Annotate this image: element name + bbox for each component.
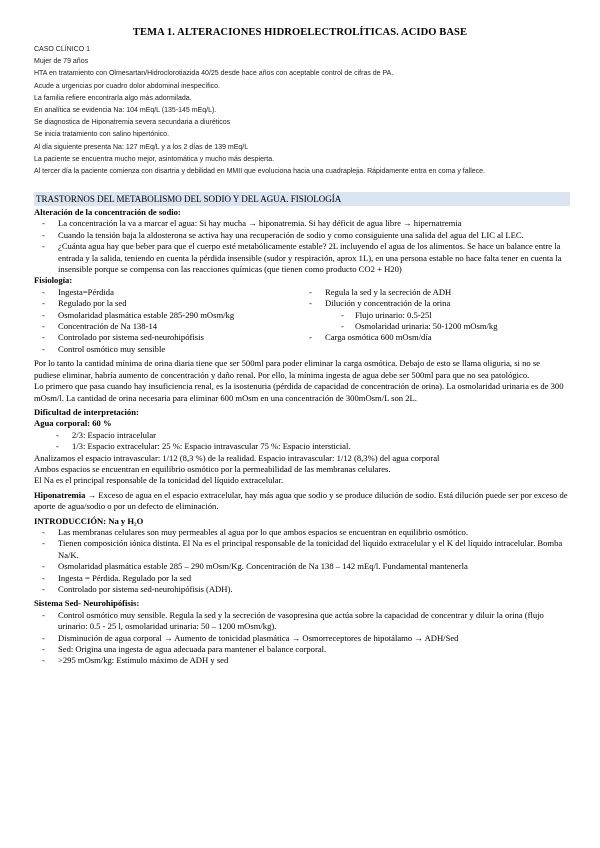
- case-line: La paciente se encuentra mucho mejor, asintomática y mucho más despierta.: [34, 155, 275, 163]
- list-item: - Controlado por sistema sed-neurohipófisis (ADH).: [34, 584, 568, 595]
- hiponatremia-paragraph: [34, 490, 568, 513]
- list-item: - Control osmótico muy sensible: [34, 344, 301, 355]
- fisiologia-sublist: [301, 310, 568, 333]
- list-item: - Osmolaridad urinaria: 50-1200 mOsm/kg: [341, 321, 568, 332]
- case-line: Al tercer día la paciente comienza con disartria y debilidad en MMII que evoluciona hacia una cuadraplejia. Rápidamente entra en coma y fallece.: [34, 167, 485, 175]
- paragraph: Por lo tanto la cantidad mínima de orina diaria tiene que ser 500ml para poder eliminar la carga osmótica. Debajo de esto se llama oliguria, si no se pudiese eliminar, habría aumento de concentración y daño renal. Por ello, la mínima ingesta de agua debe ser 500ml para que no sea patológico.: [34, 358, 540, 380]
- list-item: - Carga osmótica 600 mOsm/día: [301, 332, 568, 343]
- list-item: - Flujo urinario: 0.5-25l: [341, 310, 568, 321]
- hiponatremia-text: → Exceso de agua en el espacio extracelular, hay más agua que sodio y se produce dilución de sodio. Está dilución puede ser por exceso de aporte de agua/sodio o por un defecto de eliminación.: [34, 489, 568, 512]
- document-body: [34, 207, 568, 667]
- alteracion-heading: Alteración de la concentración de sodio:: [34, 207, 181, 217]
- list-item: - La concentración la va a marcar el agua: Si hay mucha → hiponatremia. Si hay déficit de agua libre → hipernatremia: [34, 218, 568, 229]
- list-item: - Sed: Origina una ingesta de agua adecuada para mantener el balance corporal.: [34, 644, 568, 655]
- section-heading: TRASTORNOS DEL METABOLISMO DEL SODIO Y DEL AGUA. FISIOLOGÍA: [34, 192, 570, 206]
- intro-heading: INTRODUCCIÓN: Na y H₂O: [34, 515, 144, 526]
- case-line: Al día siguiente presenta Na: 127 mEq/L y a los 2 días de 139 mEq/L: [34, 143, 249, 151]
- case-line: En analítica se evidencia Na: 104 mEq/L (135-145 mEq/L).: [34, 106, 217, 114]
- list-item: - Dilución y concentración de la orina: [301, 298, 568, 309]
- sistema-heading: Sistema Sed- Neurohipófisis:: [34, 598, 140, 609]
- fisiologia-columns: [34, 287, 568, 355]
- list-item: - Ingesta = Pérdida. Regulado por la sed: [34, 573, 568, 584]
- sistema-list: [34, 610, 568, 667]
- alteracion-list: [34, 218, 568, 275]
- list-item: - Disminución de agua corporal → Aumento de tonicidad plasmática → Osmorreceptores de hipotálamo → ADH/Sed: [34, 633, 568, 644]
- clinical-case: [34, 44, 574, 178]
- fisiologia-heading: Fisiología:: [34, 275, 73, 286]
- case-line: Se inicia tratamiento con salino hipertónico.: [34, 131, 170, 139]
- list-item: - Regula la sed y la secreción de ADH: [301, 287, 568, 298]
- paragraph: Lo primero que pasa cuando hay insuficiencia renal, es la isostenuria (pérdida de capacidad de concentración de orina). La osmolaridad urinaria es de 300 mOsm/l. La cantidad de orina necesaria para eliminar 600 mOsm en una concentración de 300mOsm/L son 2L.: [34, 381, 564, 403]
- list-item: - Osmolaridad plasmática estable 285 – 290 mOsm/Kg. Concentración de Na 138 – 142 mEq/l. Fundamental mantenerla: [34, 561, 568, 572]
- case-line: HTA en tratamiento con Olmesartan/Hidroclorotiazida 40/25 desde hace años con aceptable control de cifras de PA.: [34, 70, 394, 78]
- list-item: - ¿Cuánta agua hay que beber para que el cuerpo esté metabólicamente estable? 2L incluyendo el agua de los alimentos. Se hace un balance entre la entrada y la salida, teniendo en cuenta la pérdida insensible (sudor y respiración, aprox 1L), en una persona estable no hace falta tener en cuenta la insensible porque se compensa con las reacciones químicas (que tienen como producto CO2 + H20): [34, 241, 568, 275]
- list-item: - >295 mOsm/kg: Estímulo máximo de ADH y sed: [34, 655, 568, 666]
- dificultad-heading: Dificultad de interpretación:: [34, 406, 139, 417]
- list-item: - Concentración de Na 138-14: [34, 321, 301, 332]
- hiponatremia-label: Hiponatremia: [34, 489, 86, 500]
- document-title: TEMA 1. ALTERACIONES HIDROELECTROLÍTICAS. ACIDO BASE: [132, 27, 468, 38]
- list-item: - Ingesta=Pérdida: [34, 287, 301, 298]
- text-line: El Na es el principal responsable de la tonicidad del líquido extracelular.: [34, 475, 284, 486]
- list-item: - 2/3: Espacio intracelular: [48, 430, 568, 441]
- list-item: - 1/3: Espacio extracelular: 25 %: Espacio intravascular 75 %: Espacio intersticial.: [48, 441, 568, 452]
- list-item: - Control osmótico muy sensible. Regula la sed y la secreción de vasopresina que actúa sobre la capacidad de concentrar y diluir la orina (flujo urinario: 0.5 - 25 l, osmolaridad urinaria: 50 – 1200 mOsm/kg).: [34, 610, 568, 633]
- list-item: - Regulado por la sed: [34, 298, 301, 309]
- case-line: Acude a urgencias por cuadro dolor abdominal inespecífico.: [34, 82, 221, 90]
- fisiologia-left-list: [34, 287, 301, 355]
- list-item: - Tienen composición iónica distinta. El Na es el principal responsable de la tonicidad del líquido extracelular y el K del líquido intracelular. Bomba Na/K.: [34, 538, 568, 561]
- case-line: Se diagnostica de Hiponatremia severa secundaria a diuréticos: [34, 119, 231, 127]
- list-item: - Las membranas celulares son muy permeables al agua por lo que ambos espacios se encuentran en equilibrio osmótico.: [34, 527, 568, 538]
- fisiologia-right-list: [301, 287, 568, 310]
- text-line: Ambos espacios se encuentran en equilibrio osmótico por la permeabilidad de las membranas celulares.: [34, 463, 391, 474]
- list-item: - Osmolaridad plasmática estable 285-290 mOsm/kg: [34, 310, 301, 321]
- list-item: - Controlado por sistema sed-neurohipófisis: [34, 332, 301, 343]
- agua-corporal: Agua corporal: 60 %: [34, 418, 112, 429]
- list-item: - Cuando la tensión baja la aldosterona se activa hay una recuperación de sodio y como consiguiente una salida del agua del LIC al LEC.: [34, 230, 568, 241]
- case-line: CASO CLÍNICO 1: [34, 46, 91, 53]
- case-line: La familia refiere encontrarla algo más adormilada.: [34, 94, 192, 102]
- intro-list: [34, 527, 568, 595]
- case-line: Mujer de 79 años: [34, 58, 89, 66]
- text-line: Analizamos el espacio intravascular: 1/12 (8,3 %) de la realidad. Espacio intravascular: 1/12 (8,3%) del agua corporal: [34, 452, 440, 463]
- dificultad-list: [34, 430, 568, 453]
